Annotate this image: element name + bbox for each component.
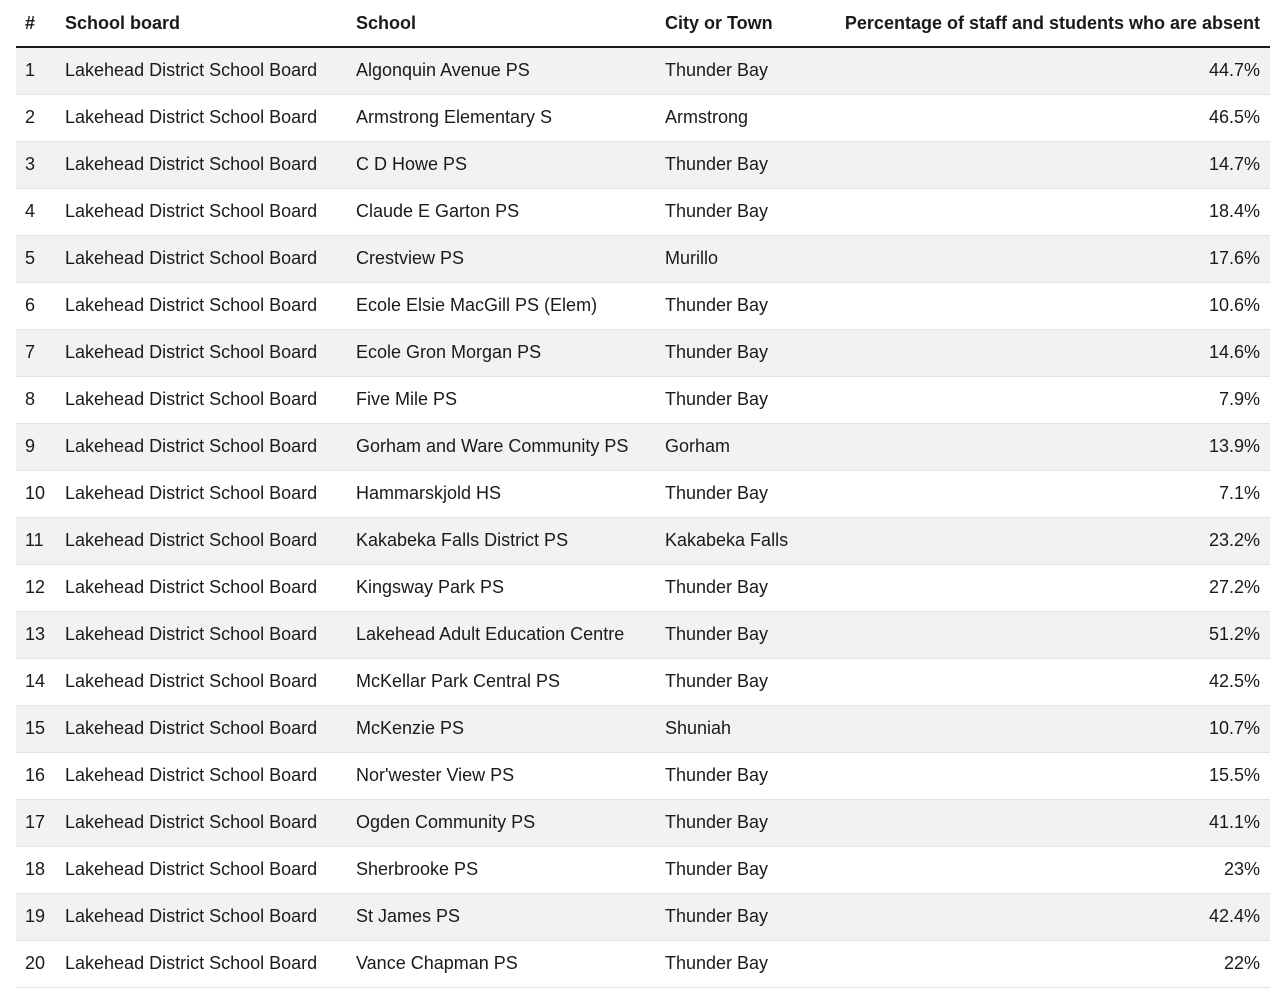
cell-number: 19 — [16, 893, 56, 940]
cell-school-board: Lakehead District School Board — [56, 329, 347, 376]
cell-number: 6 — [16, 282, 56, 329]
cell-city: Armstrong — [656, 94, 816, 141]
cell-city: Thunder Bay — [656, 282, 816, 329]
cell-number: 9 — [16, 423, 56, 470]
cell-absent-percentage: 44.7% — [816, 47, 1270, 94]
cell-school-board: Lakehead District School Board — [56, 658, 347, 705]
table-row — [16, 752, 1270, 799]
table-header — [16, 0, 1270, 47]
cell-school: C D Howe PS — [347, 141, 656, 188]
cell-school: Crestview PS — [347, 235, 656, 282]
cell-number: 1 — [16, 47, 56, 94]
cell-school: Hammarskjold HS — [347, 470, 656, 517]
cell-school-board: Lakehead District School Board — [56, 188, 347, 235]
cell-school: Five Mile PS — [347, 376, 656, 423]
cell-absent-percentage: 46.5% — [816, 94, 1270, 141]
table-row — [16, 799, 1270, 846]
cell-city: Thunder Bay — [656, 893, 816, 940]
cell-city: Thunder Bay — [656, 940, 816, 987]
cell-school-board: Lakehead District School Board — [56, 517, 347, 564]
table-row — [16, 188, 1270, 235]
cell-school-board: Lakehead District School Board — [56, 282, 347, 329]
cell-school: Ecole Elsie MacGill PS (Elem) — [347, 282, 656, 329]
table-row — [16, 329, 1270, 376]
table-row — [16, 940, 1270, 987]
table-row — [16, 141, 1270, 188]
cell-school: Armstrong Elementary S — [347, 94, 656, 141]
cell-school: Sherbrooke PS — [347, 846, 656, 893]
table-row — [16, 893, 1270, 940]
cell-school: Nor'wester View PS — [347, 752, 656, 799]
cell-number: 14 — [16, 658, 56, 705]
cell-absent-percentage: 41.1% — [816, 799, 1270, 846]
header-row — [16, 0, 1270, 47]
header-city[interactable]: City or Town — [656, 0, 816, 47]
cell-school: McKellar Park Central PS — [347, 658, 656, 705]
cell-number: 13 — [16, 611, 56, 658]
cell-absent-percentage: 17.6% — [816, 235, 1270, 282]
cell-school: Claude E Garton PS — [347, 188, 656, 235]
cell-number: 17 — [16, 799, 56, 846]
cell-absent-percentage: 22% — [816, 940, 1270, 987]
cell-city: Thunder Bay — [656, 47, 816, 94]
cell-city: Thunder Bay — [656, 752, 816, 799]
cell-number: 3 — [16, 141, 56, 188]
cell-school: Vance Chapman PS — [347, 940, 656, 987]
cell-school-board: Lakehead District School Board — [56, 846, 347, 893]
cell-school: Kingsway Park PS — [347, 564, 656, 611]
cell-school: Kakabeka Falls District PS — [347, 517, 656, 564]
cell-absent-percentage: 13.9% — [816, 423, 1270, 470]
cell-absent-percentage: 42.4% — [816, 893, 1270, 940]
cell-city: Murillo — [656, 235, 816, 282]
header-absent-percentage[interactable]: Percentage of staff and students who are absent — [816, 0, 1270, 47]
cell-number: 7 — [16, 329, 56, 376]
cell-school-board: Lakehead District School Board — [56, 376, 347, 423]
table-row — [16, 517, 1270, 564]
table-row — [16, 846, 1270, 893]
cell-school-board: Lakehead District School Board — [56, 94, 347, 141]
table-body — [16, 47, 1270, 987]
cell-school-board: Lakehead District School Board — [56, 893, 347, 940]
cell-absent-percentage: 10.6% — [816, 282, 1270, 329]
table-row — [16, 564, 1270, 611]
cell-school: Ecole Gron Morgan PS — [347, 329, 656, 376]
cell-city: Thunder Bay — [656, 188, 816, 235]
cell-city: Thunder Bay — [656, 470, 816, 517]
table-row — [16, 376, 1270, 423]
cell-number: 18 — [16, 846, 56, 893]
cell-number: 11 — [16, 517, 56, 564]
cell-school-board: Lakehead District School Board — [56, 235, 347, 282]
cell-absent-percentage: 10.7% — [816, 705, 1270, 752]
cell-number: 12 — [16, 564, 56, 611]
cell-school-board: Lakehead District School Board — [56, 799, 347, 846]
absence-table — [16, 0, 1270, 988]
cell-number: 10 — [16, 470, 56, 517]
table-row — [16, 94, 1270, 141]
cell-school-board: Lakehead District School Board — [56, 611, 347, 658]
header-school[interactable]: School — [347, 0, 656, 47]
table-row — [16, 658, 1270, 705]
cell-city: Thunder Bay — [656, 611, 816, 658]
table-row — [16, 235, 1270, 282]
cell-school: St James PS — [347, 893, 656, 940]
cell-school-board: Lakehead District School Board — [56, 705, 347, 752]
table-row — [16, 705, 1270, 752]
table-row — [16, 282, 1270, 329]
cell-school: Lakehead Adult Education Centre — [347, 611, 656, 658]
cell-absent-percentage: 7.1% — [816, 470, 1270, 517]
absence-table-container — [16, 0, 1270, 988]
cell-number: 8 — [16, 376, 56, 423]
cell-school: McKenzie PS — [347, 705, 656, 752]
cell-absent-percentage: 27.2% — [816, 564, 1270, 611]
header-number[interactable]: # — [16, 0, 56, 47]
table-row — [16, 47, 1270, 94]
cell-number: 4 — [16, 188, 56, 235]
cell-school-board: Lakehead District School Board — [56, 423, 347, 470]
cell-city: Thunder Bay — [656, 658, 816, 705]
cell-city: Thunder Bay — [656, 376, 816, 423]
cell-city: Kakabeka Falls — [656, 517, 816, 564]
cell-city: Thunder Bay — [656, 141, 816, 188]
cell-absent-percentage: 15.5% — [816, 752, 1270, 799]
cell-number: 16 — [16, 752, 56, 799]
table-row — [16, 470, 1270, 517]
table-row — [16, 611, 1270, 658]
cell-school-board: Lakehead District School Board — [56, 470, 347, 517]
cell-number: 15 — [16, 705, 56, 752]
cell-absent-percentage: 23% — [816, 846, 1270, 893]
cell-absent-percentage: 14.6% — [816, 329, 1270, 376]
cell-school-board: Lakehead District School Board — [56, 752, 347, 799]
table-row — [16, 423, 1270, 470]
cell-city: Gorham — [656, 423, 816, 470]
cell-school: Gorham and Ware Community PS — [347, 423, 656, 470]
cell-school-board: Lakehead District School Board — [56, 940, 347, 987]
cell-absent-percentage: 14.7% — [816, 141, 1270, 188]
cell-absent-percentage: 51.2% — [816, 611, 1270, 658]
cell-city: Thunder Bay — [656, 329, 816, 376]
cell-city: Thunder Bay — [656, 564, 816, 611]
cell-absent-percentage: 18.4% — [816, 188, 1270, 235]
cell-number: 2 — [16, 94, 56, 141]
cell-school-board: Lakehead District School Board — [56, 564, 347, 611]
header-school-board[interactable]: School board — [56, 0, 347, 47]
cell-city: Shuniah — [656, 705, 816, 752]
cell-school: Ogden Community PS — [347, 799, 656, 846]
cell-absent-percentage: 23.2% — [816, 517, 1270, 564]
cell-city: Thunder Bay — [656, 799, 816, 846]
cell-school-board: Lakehead District School Board — [56, 141, 347, 188]
cell-school: Algonquin Avenue PS — [347, 47, 656, 94]
cell-number: 20 — [16, 940, 56, 987]
cell-number: 5 — [16, 235, 56, 282]
cell-school-board: Lakehead District School Board — [56, 47, 347, 94]
cell-city: Thunder Bay — [656, 846, 816, 893]
cell-absent-percentage: 42.5% — [816, 658, 1270, 705]
cell-absent-percentage: 7.9% — [816, 376, 1270, 423]
